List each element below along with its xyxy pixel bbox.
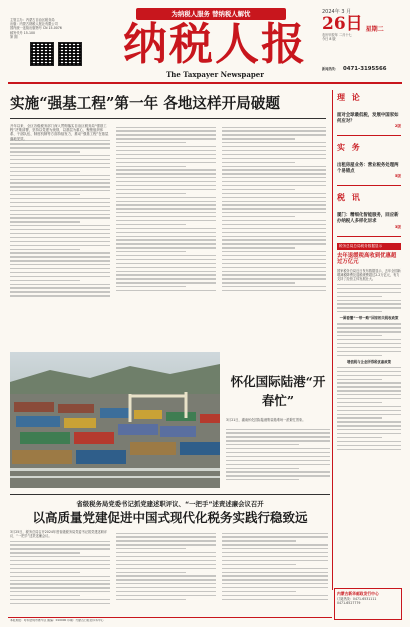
edition-info: 今日 8 版 bbox=[322, 37, 336, 42]
sidebar-page-ref: 2版 bbox=[394, 124, 401, 129]
container-yard-image bbox=[10, 352, 220, 488]
masthead-subtitle: The Taxpayer Newspaper bbox=[166, 70, 264, 79]
sidebar-link-news[interactable]: 厦门：精细化智能服务，回应新办纳税人多样化诉求 bbox=[337, 213, 399, 224]
date-year: 2024年 3 月 bbox=[322, 9, 352, 15]
phone-number: 0471-3195566 bbox=[343, 66, 387, 73]
second-headline: 以高质量党建促进中国式现代化税务实践行稳致远 bbox=[32, 510, 308, 525]
sidebar-section-title: 实 务 bbox=[337, 142, 362, 153]
lead-underline bbox=[10, 118, 326, 119]
sidebar-link-practice[interactable]: 出租房屋业务：营业税务处理两个易错点 bbox=[337, 163, 399, 174]
photo-caption: 3月21日，湖南怀化国际陆港集装箱堆场一派繁忙景象。 bbox=[226, 418, 306, 422]
sidebar-link-theory[interactable]: 面对全球最低税，发展中国家如何应对？ bbox=[337, 113, 399, 124]
qr-code-icon bbox=[30, 42, 54, 66]
masthead-date-box bbox=[322, 8, 402, 74]
second-kicker: 省级税务局党委书记抓党建述职评议、“一把手”述责述廉会议召开 bbox=[76, 500, 264, 508]
masthead-divider bbox=[8, 82, 402, 84]
qr-code-icon bbox=[58, 42, 82, 66]
date-lunar: 农历甲辰年 二月十七 bbox=[322, 33, 352, 37]
subscription-phone: 0471-6527779 bbox=[337, 601, 361, 606]
second-body: 3月25日，税务总局召开2024年度省级税务局党委书记抓党建述职评议、“一把手”述责述廉会议。 bbox=[10, 530, 108, 539]
lead-body-text: 开年以来，全区各级税务部门深入贯彻落实自治区税务局“强基工程”决策部署，坚持以党建为统领，以基层为重心，聚焦组织体系、干部队伍、制度机制等方面持续发力，推动“强基工程”在基层 bbox=[10, 124, 109, 137]
lead-column-2 bbox=[116, 124, 216, 294]
photo-caption-lines bbox=[226, 426, 330, 483]
sidebar-page-ref: 5版 bbox=[394, 174, 401, 179]
lead-column-3 bbox=[222, 124, 326, 294]
footer-divider bbox=[8, 617, 332, 618]
footer-note: 本报地址：呼和浩特市赛罕区 邮编：010000 印刷：内蒙古日报社印务中心 bbox=[10, 619, 104, 622]
subscription-org: 内蒙古新华邮政发行中心 bbox=[337, 591, 379, 596]
sidebar-section-title: 税 讯 bbox=[337, 192, 362, 203]
masthead-info-line: 第 期 bbox=[10, 34, 18, 39]
masthead-slogan-text: 为纳税人服务 替纳税人解忧 bbox=[171, 10, 251, 18]
photo-headline: 怀化国际陆港“开春忙” bbox=[230, 374, 326, 408]
second-column-2 bbox=[116, 530, 216, 603]
subscription-box bbox=[334, 588, 402, 620]
port-photo bbox=[10, 352, 220, 488]
second-column-1 bbox=[10, 538, 110, 607]
subscription-phone: 订阅热线：0471-6531111 bbox=[337, 597, 377, 601]
sidebar-box-head: 税务总局总局税务数据显示 bbox=[337, 243, 401, 250]
sidebar-box-head2: 一图看懂“一带一路”国家相关税收政策 bbox=[339, 316, 399, 321]
masthead-info-line: 国内统一连续出版物号 CN 15-0076 bbox=[10, 26, 62, 31]
second-column-3 bbox=[222, 530, 328, 603]
sidebar-section-title: 理 论 bbox=[337, 92, 362, 102]
phone-label: 新闻热线： bbox=[322, 67, 338, 72]
sidebar-box-head3: 增值税与企业所得税优惠政策 bbox=[346, 359, 392, 364]
masthead-info-line: 出版：内蒙古纳税人报社有限公司 bbox=[10, 22, 58, 27]
sidebar-page-ref: 3版 bbox=[394, 224, 401, 229]
masthead-left-info bbox=[10, 18, 66, 39]
masthead-info-line: 主管主办：内蒙古自治区税务局 bbox=[10, 18, 55, 22]
date-day: 26日 bbox=[322, 14, 363, 34]
sidebar-box-body: 国家税务总局近日发布数据显示，去年全国新增减税降费及退税缓费超过2.2万亿元，有力支持了经营主体发展壮大。 bbox=[337, 268, 401, 282]
lead-headline: 实施“强基工程”第一年 各地这样开局破题 bbox=[10, 95, 280, 112]
sidebar bbox=[332, 90, 405, 590]
masthead-info-line: 邮发代号 15-100 bbox=[10, 30, 36, 35]
sidebar-box-title: 去年退缓税高收到优惠超过万亿元 bbox=[337, 252, 397, 266]
lead-column-1 bbox=[10, 137, 110, 299]
masthead-title: 纳税人报 bbox=[123, 19, 307, 70]
second-story-divider bbox=[10, 494, 330, 495]
date-weekday: 星期二 bbox=[365, 26, 384, 33]
